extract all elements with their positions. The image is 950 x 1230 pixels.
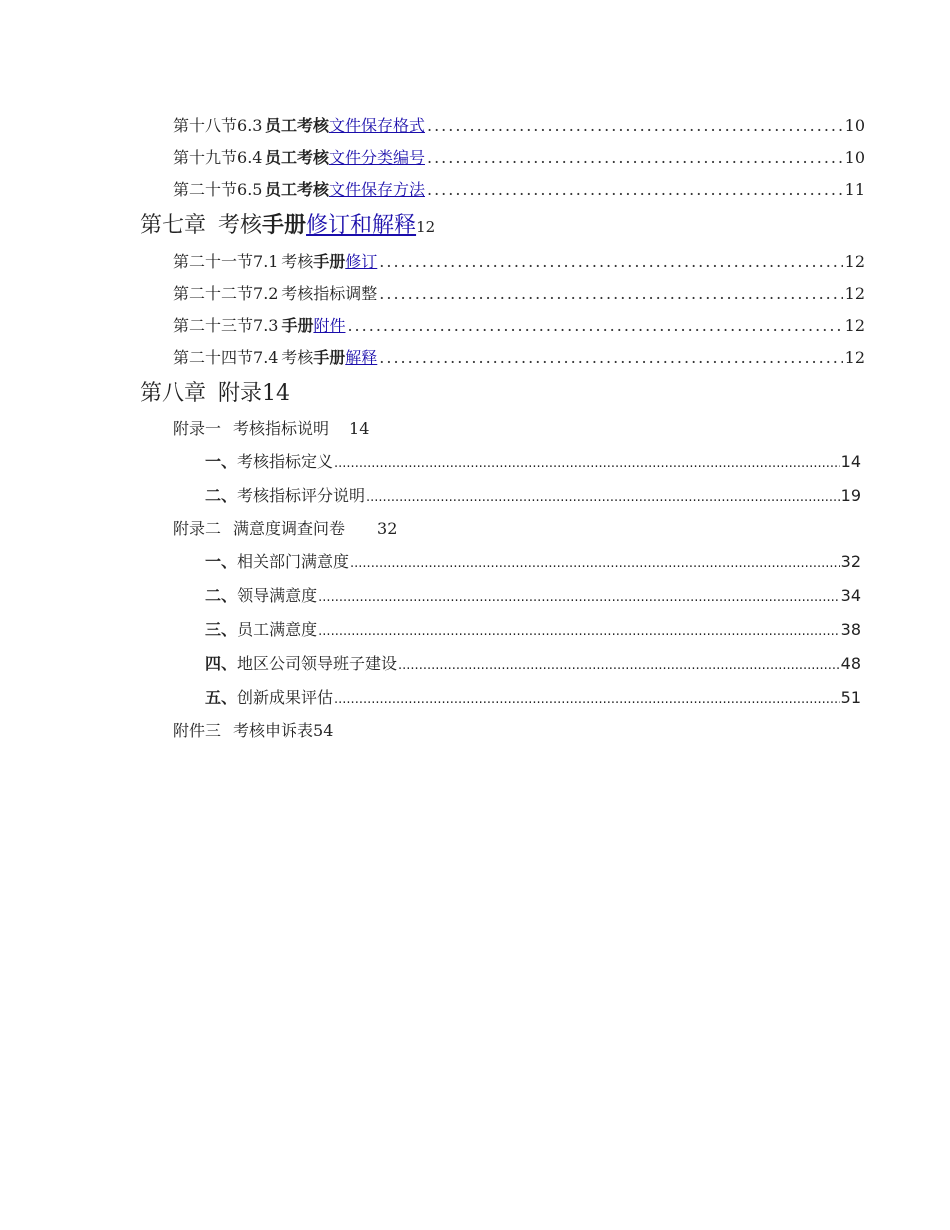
section-link[interactable]: 文件分类编号 xyxy=(328,148,425,167)
item-marker: 一、 xyxy=(205,452,238,471)
section-link[interactable]: 文件保存方法 xyxy=(328,180,425,199)
toc-entry-section-21[interactable] xyxy=(173,249,865,272)
toc-entry-appendix-2-item-5[interactable] xyxy=(205,685,861,708)
chapter-label: 第七章 xyxy=(140,213,207,238)
item-title: 相关部门满意度 xyxy=(237,552,350,571)
item-title: 考核指标评分说明 xyxy=(237,486,366,505)
page-number: 12 xyxy=(844,284,865,303)
chapter-bold-text: 手册 xyxy=(262,213,307,238)
section-number: 7.3 xyxy=(253,316,279,335)
chapter-plain-text: 考核 xyxy=(218,213,263,238)
leader-dots xyxy=(318,624,839,639)
item-marker: 二、 xyxy=(205,586,238,605)
toc-entry-appendix-2-item-1[interactable] xyxy=(205,549,861,572)
section-plain-text: 考核 xyxy=(281,252,314,271)
toc-entry-section-18[interactable] xyxy=(173,113,865,136)
chapter-title: 附录 xyxy=(218,381,263,406)
toc-entry-appendix-3[interactable] xyxy=(173,718,333,741)
page-number: 14 xyxy=(840,452,861,471)
page-number: 48 xyxy=(840,654,861,673)
leader-dots xyxy=(366,490,840,505)
item-title: 地区公司领导班子建设 xyxy=(237,654,398,673)
section-link[interactable]: 附件 xyxy=(313,316,346,335)
section-bold-text: 员工考核 xyxy=(264,180,329,199)
leader-dots xyxy=(379,348,842,367)
section-bold-text: 手册 xyxy=(281,316,314,335)
toc-entry-appendix-2-item-3[interactable] xyxy=(205,617,861,640)
toc-entry-appendix-2-item-2[interactable] xyxy=(205,583,861,606)
section-label: 第二十四节 xyxy=(173,348,254,367)
section-number: 7.1 xyxy=(253,252,279,271)
section-number: 6.5 xyxy=(237,180,263,199)
toc-entry-appendix-1-item-1[interactable] xyxy=(205,449,861,472)
section-number: 6.3 xyxy=(237,116,263,135)
section-label: 第十九节 xyxy=(173,148,238,167)
appendix-title: 满意度调查问卷 xyxy=(233,519,346,538)
section-number: 6.4 xyxy=(237,148,263,167)
page-number: 51 xyxy=(840,688,861,707)
section-link[interactable]: 修订 xyxy=(345,252,378,271)
section-label: 第二十节 xyxy=(173,180,238,199)
toc-entry-appendix-2[interactable] xyxy=(173,516,397,539)
section-number: 7.4 xyxy=(253,348,279,367)
leader-dots xyxy=(379,252,842,271)
section-plain-text: 考核指标调整 xyxy=(281,284,378,303)
toc-entry-chapter-8[interactable] xyxy=(140,376,290,407)
toc-entry-appendix-1[interactable] xyxy=(173,416,369,439)
page-number: 34 xyxy=(840,586,861,605)
section-link[interactable]: 文件保存格式 xyxy=(328,116,425,135)
page-number: 14 xyxy=(262,381,291,406)
toc-entry-chapter-7[interactable] xyxy=(140,208,435,239)
chapter-link[interactable]: 修订和解释 xyxy=(306,213,417,238)
leader-dots xyxy=(334,692,840,707)
leader-dots xyxy=(318,590,839,605)
toc-entry-section-22[interactable] xyxy=(173,281,865,304)
item-title: 员工满意度 xyxy=(237,620,318,639)
section-link[interactable]: 解释 xyxy=(345,348,378,367)
toc-entry-appendix-2-item-4[interactable] xyxy=(205,651,861,674)
item-marker: 二、 xyxy=(205,486,238,505)
item-title: 创新成果评估 xyxy=(237,688,334,707)
section-bold-text: 手册 xyxy=(313,348,346,367)
section-bold-text: 员工考核 xyxy=(264,116,329,135)
section-label: 第二十三节 xyxy=(173,316,254,335)
page-number: 12 xyxy=(844,348,865,367)
item-marker: 一、 xyxy=(205,552,238,571)
toc-entry-section-20[interactable] xyxy=(173,177,865,200)
page-number: 38 xyxy=(840,620,861,639)
leader-dots xyxy=(334,456,840,471)
appendix-title: 考核指标说明 xyxy=(233,419,330,438)
leader-dots xyxy=(379,284,842,303)
appendix-label: 附录二 xyxy=(173,519,222,538)
leader-dots xyxy=(347,316,842,335)
chapter-label: 第八章 xyxy=(140,381,207,406)
appendix-title: 考核申诉表 xyxy=(233,721,314,740)
page-number: 19 xyxy=(840,486,861,505)
item-marker: 五、 xyxy=(205,688,238,707)
appendix-label: 附录一 xyxy=(173,419,222,438)
leader-dots xyxy=(427,148,843,167)
toc-entry-section-23[interactable] xyxy=(173,313,865,336)
leader-dots xyxy=(350,556,840,571)
page-number: 32 xyxy=(840,552,861,571)
toc-entry-section-19[interactable] xyxy=(173,145,865,168)
page-number: 10 xyxy=(844,148,865,167)
page-number: 11 xyxy=(844,180,865,199)
leader-dots xyxy=(427,180,843,199)
section-bold-text: 员工考核 xyxy=(264,148,329,167)
item-title: 考核指标定义 xyxy=(237,452,334,471)
page-number: 54 xyxy=(313,721,334,740)
item-marker: 三、 xyxy=(205,620,238,639)
leader-dots xyxy=(398,658,840,673)
section-number: 7.2 xyxy=(253,284,279,303)
item-title: 领导满意度 xyxy=(237,586,318,605)
section-label: 第十八节 xyxy=(173,116,238,135)
page-number: 14 xyxy=(349,419,370,438)
toc-entry-appendix-1-item-2[interactable] xyxy=(205,483,861,506)
page-number: 32 xyxy=(377,519,398,538)
page-number: 10 xyxy=(844,116,865,135)
page-number: 12 xyxy=(844,252,865,271)
appendix-label: 附件三 xyxy=(173,721,222,740)
section-bold-text: 手册 xyxy=(313,252,346,271)
section-label: 第二十一节 xyxy=(173,252,254,271)
section-label: 第二十二节 xyxy=(173,284,254,303)
toc-entry-section-24[interactable] xyxy=(173,345,865,368)
item-marker: 四、 xyxy=(205,654,238,673)
page-number: 12 xyxy=(416,218,436,236)
section-plain-text: 考核 xyxy=(281,348,314,367)
page-number: 12 xyxy=(844,316,865,335)
leader-dots xyxy=(427,116,843,135)
